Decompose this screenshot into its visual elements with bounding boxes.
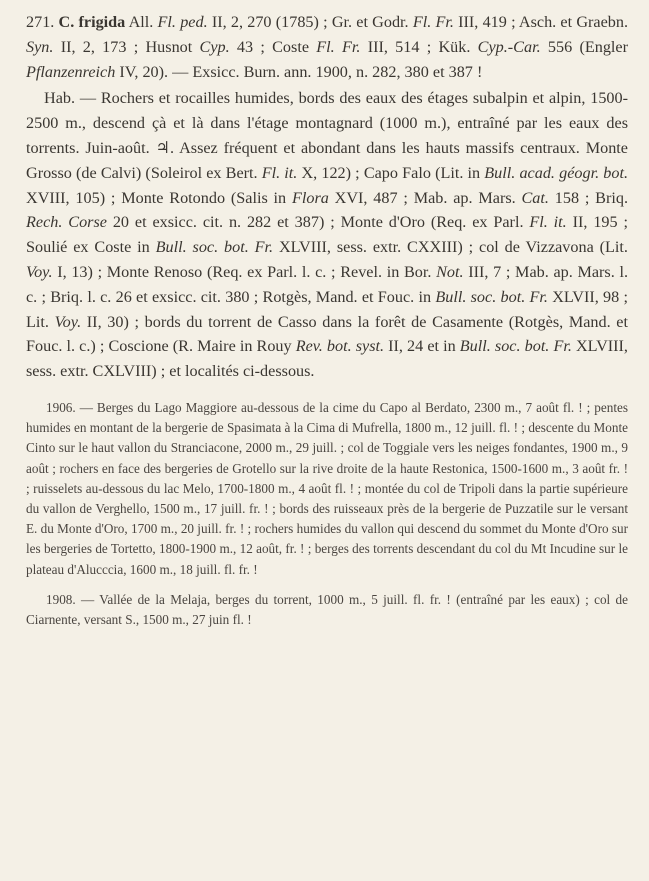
habitat-title: Cat. xyxy=(521,188,549,207)
habitat-text: Hab. — Rochers et rocailles humides, bords des eaux des étages subalpin et alpin, 1500-2500 m., descend çà et là dans l'étage montagnard (1000 m.), entraîné par les eaux des torrents. Juin-août. ♃. Assez fréquent et abondant dans les hauts massifs centraux. Monte Grosso (de Calvi) (Soleirol ex Bert. xyxy=(26,89,628,182)
habitat-text: I, 13) ; Monte Renoso (Req. ex Parl. l. c. ; Revel. in Bor. xyxy=(52,262,437,281)
observations-1908: 1908. — Vallée de la Melaja, berges du torrent, 1000 m., 5 juill. fl. fr. ! (entraîné par les eaux) ; col de Ciarnente, versant S., 1500 m., 27 juin fl. ! xyxy=(26,591,628,627)
habitat-text: III, 7 ; Mab. ap. Mars. l. c. ; Briq. l. c. 26 et exsicc. cit. 380 ; Rotgès, Mand. et Fouc. in xyxy=(26,262,629,306)
habitat-title: Flora xyxy=(291,188,329,207)
habitat-title: Fl. it. xyxy=(529,213,567,232)
habitat-title: Not. xyxy=(436,262,464,281)
habitat-text: II, 195 ; Soulié ex Coste in xyxy=(26,213,628,257)
habitat-text: 20 et exsicc. cit. n. 282 et 387) ; Monte d'Oro (Req. ex Parl. xyxy=(106,213,530,232)
habitat-text: XVIII, 105) ; Monte Rotondo (Salis in xyxy=(26,188,292,207)
habitat-text: II, 30) ; bords du torrent de Casso dans la forêt de Casamente (Rotgès, Mand. et Fouc. l. c.) ; Coscione (R. Maire in Rouy xyxy=(26,312,628,356)
observations-1906: 1906. — Berges du Lago Maggiore au-dessous de la cime du Capo al Berdato, 2300 m., 7 août fl. ! ; pentes humides en montant de la bergerie de Spasimata à la Cima di Mufrella, 1800 m., 12 juill. fl. ! ; descente du Monte Cinto sur le haut vallon du Stranciacone, 2000 m., 29 juill. ; col de Toggiale vers les neiges fondantes, 1900 m., 9 août ; rochers en face des bergeries de Grotello sur la rive droite de la haute Restonica, 1500-1600 m., 3 août fr. ! ; ruisselets au-dessous du lac Melo, 1700-1800 m., 4 août fl. ! ; montée du col de Tripoli dans la partie supérieure du vallon de Verghello, 1500 m., 17 juill. fr. ! ; bords des ruisseaux près de la bergerie de Puzzatile sur le versant E. du Monte d'Oro, 1700 m., 20 juill. fr. ! ; rochers humides du vallon qui descend du sommet du Monte d'Oro sur les bergeries de Tortetto, 1800-1900 m., 12 août, fr. ! ; berges des torrents descendant du col du Mt Incudine sur le plateau d'Alucccia, 1600 m., 18 juill. fl. fr. ! xyxy=(26,399,628,577)
citation-text: 43 ; Coste xyxy=(229,37,317,56)
citation-title: Pflanzenreich xyxy=(26,62,116,81)
citation-title: Fl. Fr. xyxy=(412,13,454,31)
habitat-title: Rech. Corse xyxy=(26,213,107,232)
habitat-text: X, 122) ; Capo Falo (Lit. in xyxy=(297,163,485,182)
citation-text: III, 514 ; Kük. xyxy=(360,37,478,56)
habitat-title: Voy. xyxy=(26,262,53,281)
habitat-paragraph xyxy=(26,86,628,384)
species-name: C. frigida xyxy=(58,13,126,31)
entry-number: 271. xyxy=(26,13,55,31)
habitat-title: Rev. bot. syst. xyxy=(295,337,385,356)
citation-text: III, 419 ; Asch. et Graebn. xyxy=(453,13,629,31)
habitat-text: XLVII, 98 ; Lit. xyxy=(26,287,629,331)
citation-text: 556 (Engler xyxy=(540,37,628,56)
habitat-text: XLVIII, sess. extr. CXXIII) ; col de Vizzavona (Lit. xyxy=(273,238,628,257)
habitat-title: Bull. soc. bot. Fr. xyxy=(155,238,274,257)
habitat-text: XLVIII, sess. extr. CXLVIII) ; et localités ci-dessous. xyxy=(26,337,628,381)
citation-title: Fl. ped. xyxy=(157,13,208,31)
habitat-title: Fl. it. xyxy=(261,163,298,182)
habitat-title: Bull. soc. bot. Fr. xyxy=(435,287,548,306)
species-entry xyxy=(26,10,628,84)
citation-text: All. xyxy=(125,13,158,31)
citation-title: Syn. xyxy=(26,37,54,56)
habitat-title: Bull. acad. géogr. bot. xyxy=(484,163,629,182)
habitat-text: 158 ; Briq. xyxy=(548,188,628,207)
habitat-text: II, 24 et in xyxy=(384,337,460,356)
citation-title: Cyp. xyxy=(199,37,230,56)
citation-text: II, 2, 270 (1785) ; Gr. et Godr. xyxy=(207,13,413,31)
citation-title: Cyp.-Car. xyxy=(477,37,541,56)
habitat-title: Bull. soc. bot. Fr. xyxy=(459,337,572,356)
citation-title: Fl. Fr. xyxy=(316,37,361,56)
habitat-text: XVI, 487 ; Mab. ap. Mars. xyxy=(328,188,522,207)
citation-text: II, 2, 173 ; Husnot xyxy=(53,37,200,56)
citation-text: IV, 20). — Exsicc. Burn. ann. 1900, n. 282, 380 et 387 ! xyxy=(115,62,483,81)
habitat-title: Voy. xyxy=(54,312,82,331)
